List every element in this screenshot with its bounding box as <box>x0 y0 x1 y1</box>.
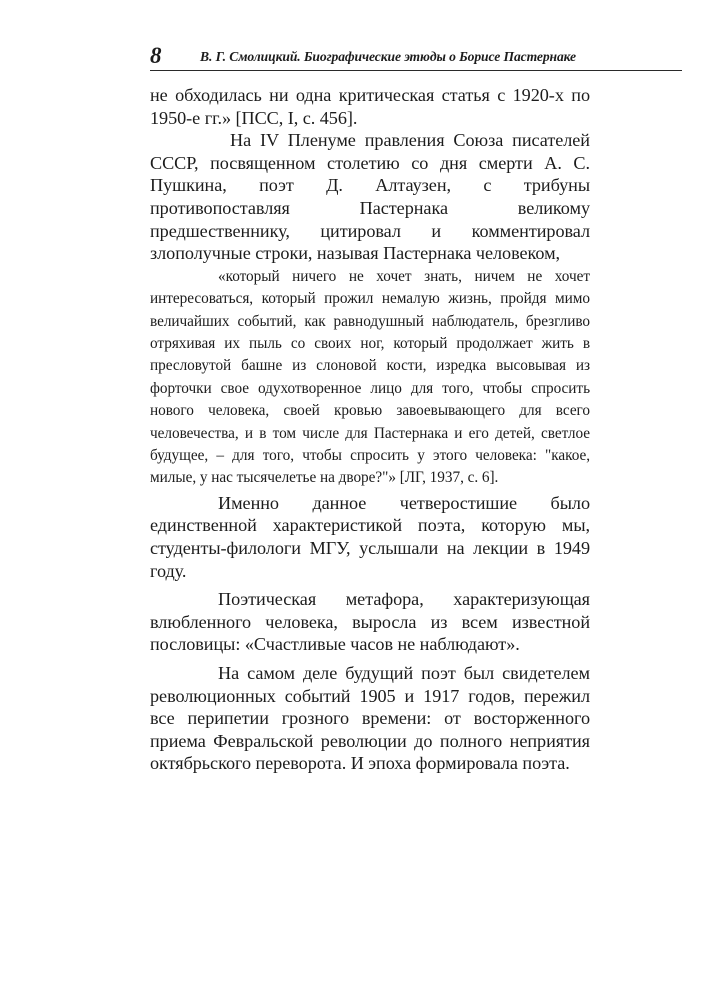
page-number: 8 <box>150 43 162 68</box>
paragraph-continuation: не обходилась ни одна критическая статья с 1920-х по 1950-е гг.» [ПСС, I, с. 456]. <box>150 85 590 128</box>
paragraph-metaphor: Поэтическая метафора, характеризующая влюбленного человека, выросла из всем известной пословицы: «Счастливые часов не наблюдают». <box>150 589 590 655</box>
block-quote: «который ничего не хочет знать, ничем не хочет интересоваться, который прожил немалую жизнь, пройдя мимо величайших событий, как равнодушный наблюдатель, брезгливо отряхивая их пыль со своих ног, который продолжает жить в пресловутой башне из слоновой кости, изредка высовывая из форточки свое одухотворенное лицо для того, чтобы спросить нового человека, своей кровью завоевывающего для всего человечества, и в том числе для Пастернака и его детей, светлое будущее, – для того, чтобы спросить у этого человека: "какое, милые, у нас тысячелетье на дворе?"» [ЛГ, 1937, с. 6]. <box>150 267 590 487</box>
body-text <box>150 84 590 775</box>
paragraph-revolution: На самом деле будущий поэт был свидетелем революционных событий 1905 и 1917 годов, пережил все перипетии грозного времени: от восторженного приема Февральской революции до полного неприятия октябрьского переворота. И эпоха формировала поэта. <box>150 662 590 774</box>
running-title: В. Г. Смолицкий. Биографические этюды о Борисе Пастернаке <box>200 49 576 64</box>
page-header <box>150 44 682 71</box>
paragraph-plenum: На IV Пленуме правления Союза писателей СССР, посвященном столетию со дня смерти А. С. Пушкина, поэт Д. Алтаузен, с трибуны противопоставляя Пастернака великому предшественнику, цитировал и комментировал злополучные строки, называя Пастернака человеком, <box>150 130 590 264</box>
paragraph-quatrain: Именно данное четверостишие было единственной характеристикой поэта, которую мы, студенты-филологи МГУ, услышали на лекции в 1949 году. <box>150 492 590 581</box>
